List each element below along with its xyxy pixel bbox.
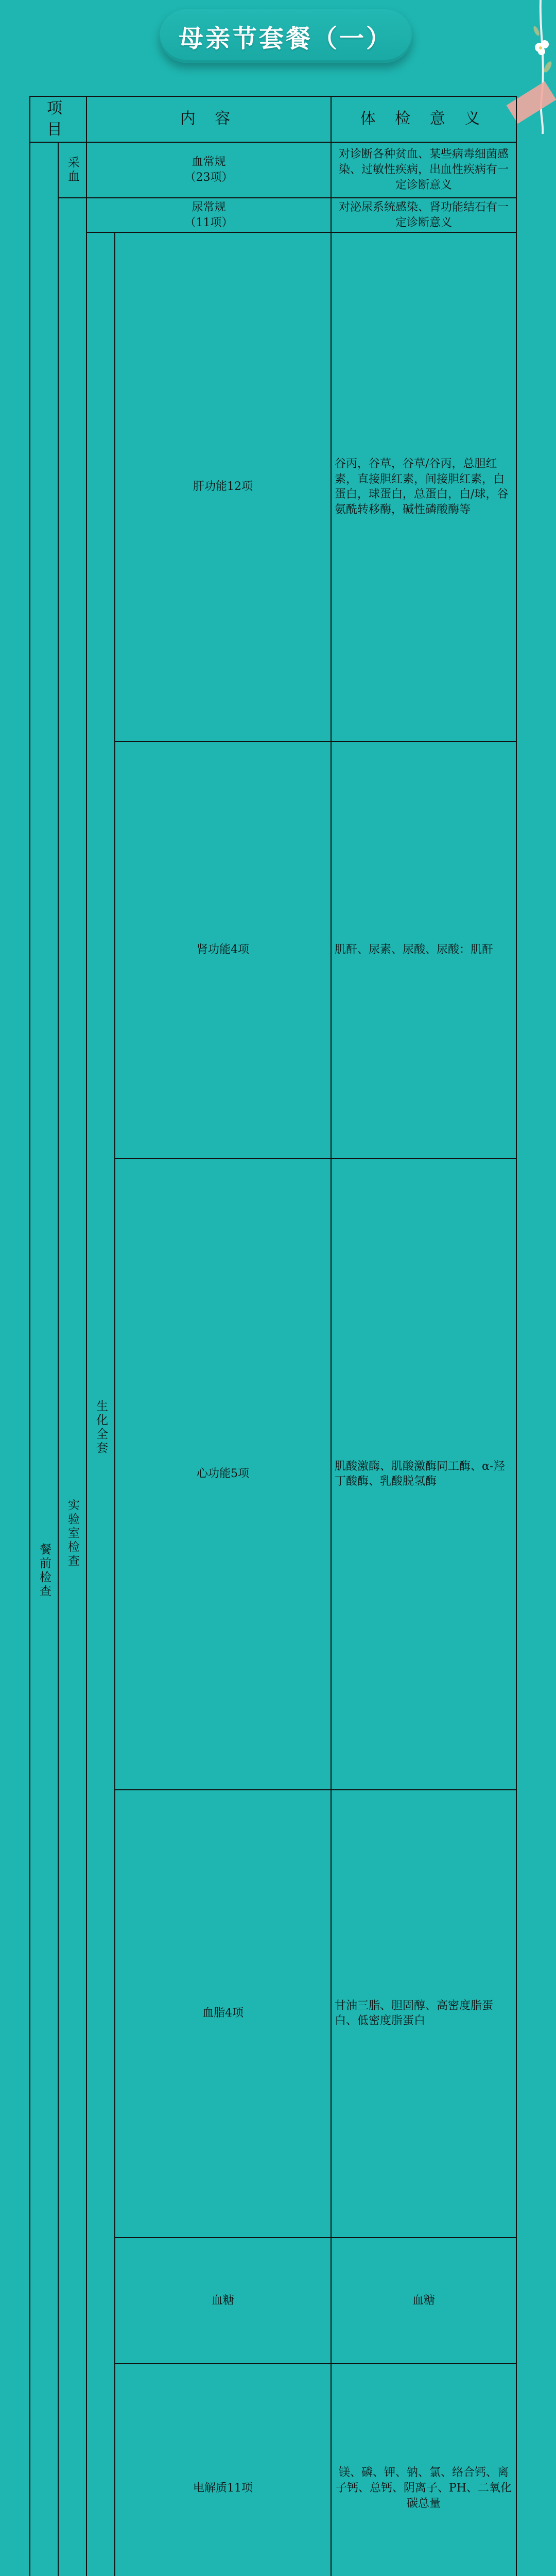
item-kidney: 肾功能4项 <box>115 741 331 1159</box>
table-header <box>30 96 516 142</box>
item-liver: 肝功能12项 <box>115 232 331 741</box>
item-glucose: 血糖 <box>115 2238 331 2364</box>
meaning-urine: 对泌尿系统感染、肾功能结石有一定诊断意义 <box>331 198 516 232</box>
content-lipid: 甘油三脂、胆固醇、高密度脂蛋白、低密度脂蛋白 <box>331 1790 516 2238</box>
item-heart: 心功能5项 <box>115 1159 331 1790</box>
title-banner <box>160 9 412 63</box>
item-lipid: 血脂4项 <box>115 1790 331 2238</box>
item-electrolyte: 电解质11项 <box>115 2364 331 2576</box>
item-urine: 尿常规 （11项） <box>86 198 331 232</box>
page-title: 母亲节套餐（一） <box>178 24 393 53</box>
group-blood-draw: 采血 <box>58 142 86 198</box>
group-pre-meal: 餐前检查 <box>30 142 58 2576</box>
table-row <box>30 232 516 741</box>
content-kidney: 肌酐、尿素、尿酸、尿酸：肌酐 <box>331 741 516 1159</box>
header-meaning: 体 检 意 义 <box>331 96 516 142</box>
table-row <box>30 198 516 232</box>
item-cbc: 血常规 （23项） <box>86 142 331 198</box>
checkup-table <box>29 96 517 2576</box>
group-lab: 实验室检查 <box>58 198 86 2576</box>
group-biochem: 生化全套 <box>86 232 115 2576</box>
header-item: 项 目 <box>30 96 86 142</box>
meaning-cbc: 对诊断各种贫血、某些病毒细菌感染、过敏性疾病，出血性疾病有一定诊断意义 <box>331 142 516 198</box>
content-glucose: 血糖 <box>331 2238 516 2364</box>
table-row <box>30 142 516 198</box>
content-electrolyte: 镁、磷、钾、钠、氯、络合钙、离子钙、总钙、阴离子、PH、二氧化碳总量 <box>331 2364 516 2576</box>
header-content: 内 容 <box>86 96 331 142</box>
content-heart: 肌酸激酶、肌酸激酶同工酶、α-羟丁酸酶、乳酸脱氢酶 <box>331 1159 516 1790</box>
content-liver: 谷丙，谷草，谷草/谷丙，总胆红素，直接胆红素，间接胆红素，白蛋白，球蛋白，总蛋白，白/球，谷氨酰转移酶，碱性磷酸酶等 <box>331 232 516 741</box>
